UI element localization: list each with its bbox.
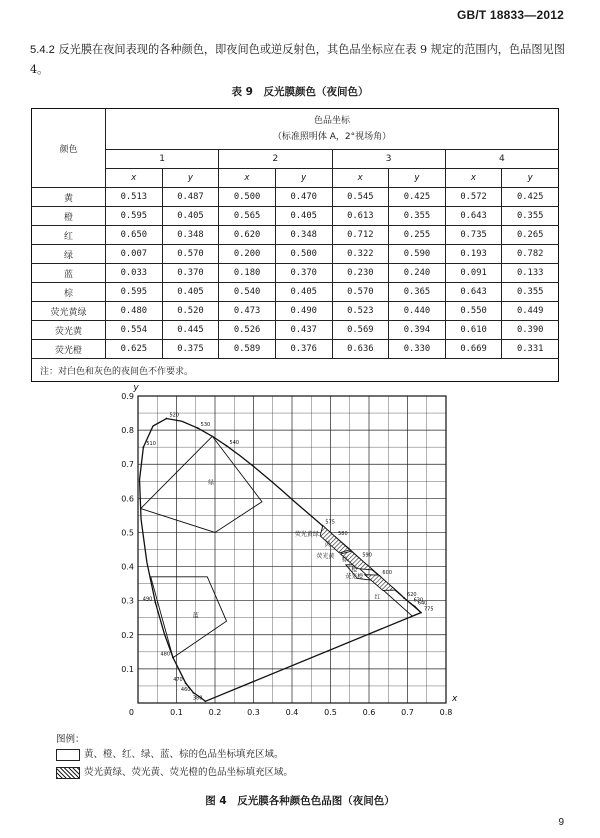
wavelength-point xyxy=(197,427,199,429)
label-brown: 棕 xyxy=(341,556,348,564)
coord-value: 0.500 xyxy=(275,245,332,264)
coord-value: 0.565 xyxy=(219,207,276,226)
y-tick-label: 0.5 xyxy=(121,528,134,538)
purple-line xyxy=(205,613,421,702)
coord-value: 0.526 xyxy=(219,321,276,340)
legend-hatched xyxy=(56,764,293,779)
label-red: 红 xyxy=(374,593,381,601)
wavelength-point xyxy=(154,601,156,603)
coord-value: 0.425 xyxy=(389,188,446,207)
wavelength-label: 470 xyxy=(173,677,183,684)
label-fl_orange: 荧光橙 xyxy=(345,573,364,581)
table-title: 表 9 反光膜颜色（夜间色） xyxy=(231,86,369,98)
coord-value: 0.405 xyxy=(162,283,219,302)
x-col-header: x xyxy=(445,169,502,188)
table-row xyxy=(32,340,559,359)
coord-value: 0.365 xyxy=(389,283,446,302)
page-number: 9 xyxy=(558,817,564,828)
wavelength-point xyxy=(193,692,195,694)
y-tick-label: 0.9 xyxy=(121,392,134,401)
coord-value: 0.348 xyxy=(162,226,219,245)
wavelength-point xyxy=(166,418,168,420)
wavelength-label: 460 xyxy=(180,686,191,693)
coord-value: 0.589 xyxy=(219,340,276,359)
x-col-header: x xyxy=(332,169,389,188)
coord-value: 0.613 xyxy=(332,207,389,226)
wavelength-label: 630 xyxy=(413,597,424,604)
coord-value: 0.545 xyxy=(332,188,389,207)
legend-plain xyxy=(56,746,284,761)
coord-value: 0.712 xyxy=(332,226,389,245)
coord-value: 0.595 xyxy=(106,283,163,302)
wavelength-label: 580 xyxy=(338,530,348,537)
coord-value: 0.523 xyxy=(332,302,389,321)
coord-value: 0.620 xyxy=(219,226,276,245)
color-name: 橙 xyxy=(32,207,106,226)
coord-value: 0.569 xyxy=(332,321,389,340)
coord-value: 0.490 xyxy=(275,302,332,321)
color-name: 荧光橙 xyxy=(32,340,106,359)
color-name: 蓝 xyxy=(32,264,106,283)
x-tick-label: 0.7 xyxy=(401,708,414,717)
coord-value: 0.180 xyxy=(219,264,276,283)
coord-value: 0.636 xyxy=(332,340,389,359)
coord-value: 0.445 xyxy=(162,321,219,340)
coord-value: 0.643 xyxy=(445,283,502,302)
coord-value: 0.480 xyxy=(106,302,163,321)
coord-value: 0.550 xyxy=(445,302,502,321)
region-fl_orange xyxy=(365,575,396,591)
coord-value: 0.554 xyxy=(106,321,163,340)
color-name: 荧光黄 xyxy=(32,321,106,340)
y-tick-label: 0.4 xyxy=(121,562,134,572)
wavelength-point xyxy=(185,682,187,684)
color-name: 绿 xyxy=(32,245,106,264)
coord-header-title: 色品坐标 xyxy=(313,116,350,126)
coord-value: 0.390 xyxy=(502,321,559,340)
x-col-header: x xyxy=(219,169,276,188)
color-table xyxy=(31,108,559,382)
coord-value: 0.449 xyxy=(502,302,559,321)
x-tick-label: 0.5 xyxy=(324,708,337,717)
y-col-header: y xyxy=(502,169,559,188)
coord-value: 0.650 xyxy=(106,226,163,245)
coord-value: 0.230 xyxy=(332,264,389,283)
coord-value: 0.193 xyxy=(445,245,502,264)
x-col-header: x xyxy=(106,169,163,188)
label-fl_yellow: 荧光黄 xyxy=(316,553,335,561)
coord-value: 0.595 xyxy=(106,207,163,226)
wavelength-label: 520 xyxy=(169,412,180,419)
legend-plain-text: 黄、橙、红、绿、蓝、棕的色品坐标填充区域。 xyxy=(84,749,284,760)
coord-value: 0.625 xyxy=(106,340,163,359)
coord-header-sub: （标准照明体 A，2°视场角） xyxy=(272,132,392,142)
color-header: 颜色 xyxy=(32,109,106,188)
wavelength-label: 530 xyxy=(200,422,211,429)
point-3-header: 3 xyxy=(332,150,445,169)
region-labels xyxy=(193,479,381,620)
wavelength-label: 480 xyxy=(160,651,171,658)
wavelength-label: 380 xyxy=(192,695,203,702)
coord-value: 0.322 xyxy=(332,245,389,264)
wavelength-label: 640 xyxy=(417,600,428,607)
coord-value: 0.405 xyxy=(162,207,219,226)
table-row xyxy=(32,207,559,226)
coord-value: 0.520 xyxy=(162,302,219,321)
legend-plain-swatch xyxy=(56,749,80,761)
spectral-locus xyxy=(140,413,434,703)
coord-value: 0.570 xyxy=(162,245,219,264)
coord-value: 0.348 xyxy=(275,226,332,245)
coord-value: 0.355 xyxy=(502,283,559,302)
section-text: 反光膜在夜间表现的各种颜色，即夜间色或逆反射色，其色品坐标应在表 9 规定的范围内，色品图见图 4。 xyxy=(30,43,565,76)
coord-value: 0.500 xyxy=(219,188,276,207)
coord-value: 0.437 xyxy=(275,321,332,340)
y-col-header: y xyxy=(389,169,446,188)
coord-value: 0.669 xyxy=(445,340,502,359)
locus-curve xyxy=(140,419,421,702)
coord-value: 0.473 xyxy=(219,302,276,321)
color-name: 荧光黄绿 xyxy=(32,302,106,321)
coord-value: 0.405 xyxy=(275,283,332,302)
coord-header xyxy=(106,109,559,150)
region-green xyxy=(141,436,262,532)
coord-value: 0.572 xyxy=(445,188,502,207)
color-name: 黄 xyxy=(32,188,106,207)
table-row xyxy=(32,245,559,264)
label-blue: 蓝 xyxy=(192,612,199,620)
coord-value: 0.440 xyxy=(389,302,446,321)
coord-value: 0.091 xyxy=(445,264,502,283)
standard-number: GB/T 18833—2012 xyxy=(456,8,564,22)
coord-value: 0.394 xyxy=(389,321,446,340)
x-tick-label: 0.2 xyxy=(208,708,222,717)
table-row xyxy=(32,226,559,245)
label-fl_yellow_green: 荧光黄绿 xyxy=(294,530,319,538)
x-tick-label: 0.6 xyxy=(362,708,376,717)
coord-value: 0.590 xyxy=(389,245,446,264)
y-tick-label: 0.7 xyxy=(121,460,134,470)
y-tick-label: 0.1 xyxy=(121,664,134,674)
chromaticity-diagram xyxy=(118,378,458,726)
section-paragraph xyxy=(30,40,570,79)
y-tick-label: 0.3 xyxy=(121,596,134,606)
label-yellow: 黄 xyxy=(324,541,331,549)
coord-value: 0.643 xyxy=(445,207,502,226)
coord-value: 0.331 xyxy=(502,340,559,359)
legend-title: 图例： xyxy=(56,734,85,745)
coord-value: 0.265 xyxy=(502,226,559,245)
figure-caption: 图 4 反光膜各种颜色色品图（夜间色） xyxy=(205,795,395,807)
coord-value: 0.007 xyxy=(106,245,163,264)
x-tick-label: 0.1 xyxy=(170,708,183,717)
y-tick-label: 0.8 xyxy=(121,426,134,436)
coord-value: 0.570 xyxy=(332,283,389,302)
region-fl_yellow_green xyxy=(320,526,350,553)
table-row xyxy=(32,188,559,207)
y-tick-label: 0.6 xyxy=(121,494,134,504)
label-orange: 橙 xyxy=(351,566,358,574)
coord-value: 0.355 xyxy=(389,207,446,226)
x-tick-label: 0.4 xyxy=(285,708,299,717)
color-name: 棕 xyxy=(32,283,106,302)
wavelength-label: 510 xyxy=(146,441,156,448)
coord-value: 0.200 xyxy=(219,245,276,264)
point-1-header: 1 xyxy=(106,150,219,169)
table-row xyxy=(32,321,559,340)
x-axis-label: x xyxy=(452,694,458,704)
point-4-header: 4 xyxy=(445,150,558,169)
point-2-header: 2 xyxy=(219,150,332,169)
section-number: 5.4.2 xyxy=(30,44,55,56)
coord-value: 0.470 xyxy=(275,188,332,207)
wavelength-label: 775 xyxy=(423,606,434,613)
coord-value: 0.370 xyxy=(275,264,332,283)
coord-value: 0.033 xyxy=(106,264,163,283)
table-row xyxy=(32,264,559,283)
coord-value: 0.540 xyxy=(219,283,276,302)
color-name: 红 xyxy=(32,226,106,245)
coord-value: 0.240 xyxy=(389,264,446,283)
coord-value: 0.513 xyxy=(106,188,163,207)
wavelength-label: 620 xyxy=(407,591,417,598)
table-note: 注：对白色和灰色的夜间色不作要求。 xyxy=(32,359,559,382)
coord-value: 0.375 xyxy=(162,340,219,359)
coord-value: 0.425 xyxy=(502,188,559,207)
coord-value: 0.610 xyxy=(445,321,502,340)
wavelength-label: 540 xyxy=(229,439,240,446)
wavelength-point xyxy=(142,446,144,448)
wavelength-point xyxy=(204,700,206,702)
wavelength-label: 575 xyxy=(325,519,335,526)
table-row xyxy=(32,302,559,321)
coord-value: 0.370 xyxy=(162,264,219,283)
coord-value: 0.376 xyxy=(275,340,332,359)
legend-hatched-text: 荧光黄绿、荧光黄、荧光橙的色品坐标填充区域。 xyxy=(84,767,294,778)
y-col-header: y xyxy=(275,169,332,188)
coord-value: 0.487 xyxy=(162,188,219,207)
y-col-header: y xyxy=(162,169,219,188)
origin-label: 0 xyxy=(128,708,134,717)
y-tick-label: 0.2 xyxy=(121,630,134,640)
legend-hatched-swatch xyxy=(56,767,80,779)
coord-value: 0.782 xyxy=(502,245,559,264)
grid xyxy=(138,396,446,703)
wavelength-point xyxy=(226,445,228,447)
y-axis-label: y xyxy=(133,383,139,393)
coord-value: 0.133 xyxy=(502,264,559,283)
coord-value: 0.255 xyxy=(389,226,446,245)
color-regions xyxy=(141,436,421,657)
wavelength-label: 490 xyxy=(142,596,153,603)
x-tick-label: 0.8 xyxy=(439,708,453,717)
table-row xyxy=(32,283,559,302)
coord-value: 0.405 xyxy=(275,207,332,226)
coord-value: 0.330 xyxy=(389,340,446,359)
wavelength-label: 600 xyxy=(382,569,392,576)
wavelength-label: 590 xyxy=(362,552,372,559)
coord-value: 0.735 xyxy=(445,226,502,245)
coord-value: 0.355 xyxy=(502,207,559,226)
label-green: 绿 xyxy=(208,479,215,487)
x-tick-label: 0.3 xyxy=(247,708,260,717)
